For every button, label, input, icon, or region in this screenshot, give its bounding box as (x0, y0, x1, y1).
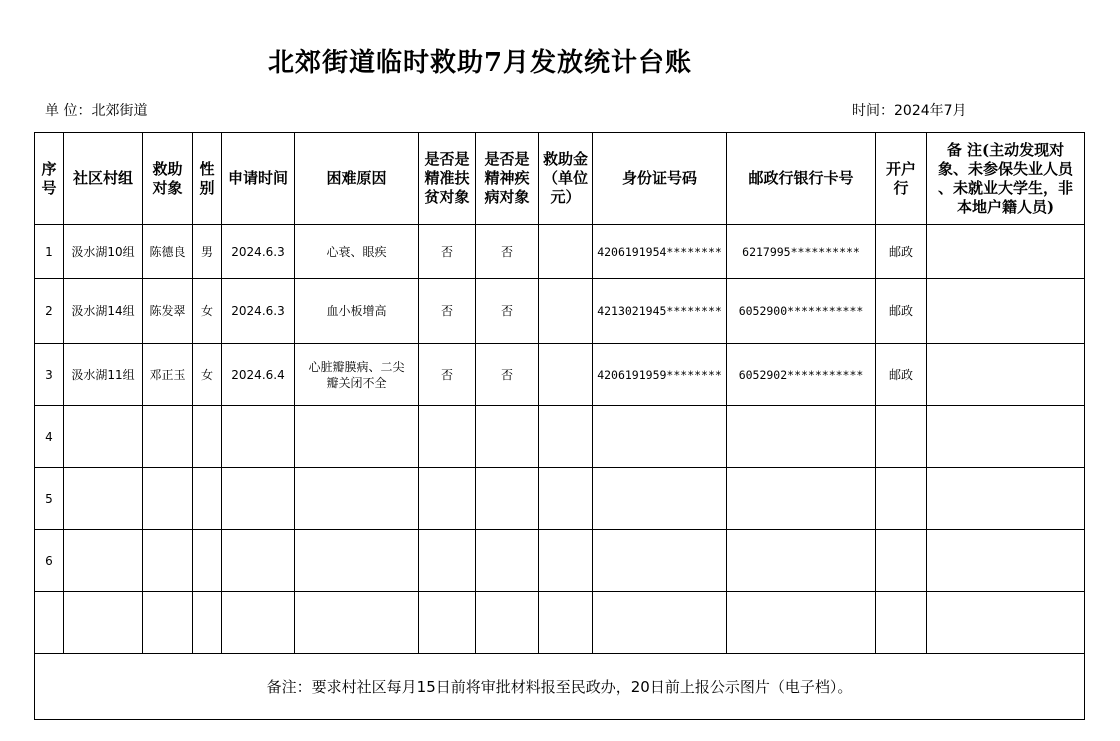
cell-amount (539, 225, 593, 279)
cell-seq (35, 592, 64, 654)
cell-amount (539, 592, 593, 654)
cell-bank: 邮政 (876, 344, 927, 406)
cell-bank (876, 530, 927, 592)
cell-gender: 女 (193, 344, 222, 406)
cell-village: 汲水湖14组 (64, 279, 143, 344)
cell-bank: 邮政 (876, 225, 927, 279)
cell-village (64, 468, 143, 530)
cell-seq: 6 (35, 530, 64, 592)
header-amount: 救助金 （单位 元） (539, 133, 593, 225)
cell-id-no: 4206191954******** (593, 225, 727, 279)
cell-bank-card: 6052900*********** (727, 279, 876, 344)
header-recipient: 救助 对象 (143, 133, 193, 225)
cell-id-no (593, 468, 727, 530)
cell-bank-card (727, 530, 876, 592)
header-poverty: 是否是 精准扶 贫对象 (419, 133, 476, 225)
footnote: 备注：要求村社区每月15日前将审批材料报至民政办，20日前上报公示图片（电子档）。 (35, 654, 1085, 720)
cell-reason: 心脏瓣膜病、二尖 瓣关闭不全 (295, 344, 419, 406)
cell-amount (539, 406, 593, 468)
cell-apply-time (222, 468, 295, 530)
cell-mental (476, 530, 539, 592)
cell-poverty (419, 592, 476, 654)
cell-bank-card (727, 592, 876, 654)
cell-id-no (593, 406, 727, 468)
cell-bank-card: 6052902*********** (727, 344, 876, 406)
cell-mental (476, 468, 539, 530)
cell-gender (193, 530, 222, 592)
header-id-no: 身份证号码 (593, 133, 727, 225)
table-row (35, 468, 1085, 530)
page-title: 北郊街道临时救助7月发放统计台账 (267, 48, 693, 78)
table-row (35, 225, 1085, 279)
ledger-table (34, 132, 1085, 720)
cell-reason (295, 530, 419, 592)
header-remark: 备 注(主动发现对 象、未参保失业人员 、未就业大学生，非 本地户籍人员) (927, 133, 1085, 225)
cell-reason (295, 406, 419, 468)
cell-gender (193, 468, 222, 530)
cell-bank-card (727, 468, 876, 530)
cell-amount (539, 530, 593, 592)
cell-mental: 否 (476, 225, 539, 279)
cell-remark (927, 225, 1085, 279)
header-apply-time: 申请时间 (222, 133, 295, 225)
cell-village (64, 530, 143, 592)
cell-amount (539, 344, 593, 406)
cell-seq: 5 (35, 468, 64, 530)
cell-id-no (593, 530, 727, 592)
cell-poverty (419, 530, 476, 592)
cell-remark (927, 406, 1085, 468)
cell-recipient (143, 592, 193, 654)
cell-mental (476, 592, 539, 654)
cell-recipient (143, 468, 193, 530)
cell-poverty: 否 (419, 279, 476, 344)
cell-apply-time: 2024.6.3 (222, 225, 295, 279)
header-gender: 性 别 (193, 133, 222, 225)
header-mental: 是否是 精神疾 病对象 (476, 133, 539, 225)
cell-reason: 心衰、眼疾 (295, 225, 419, 279)
cell-apply-time (222, 530, 295, 592)
cell-poverty (419, 468, 476, 530)
cell-bank (876, 592, 927, 654)
table-row (35, 344, 1085, 406)
cell-apply-time: 2024.6.4 (222, 344, 295, 406)
cell-village (64, 406, 143, 468)
cell-poverty: 否 (419, 344, 476, 406)
cell-seq: 4 (35, 406, 64, 468)
header-row (35, 133, 1085, 225)
cell-poverty (419, 406, 476, 468)
cell-reason (295, 592, 419, 654)
cell-id-no (593, 592, 727, 654)
header-bank-card: 邮政行银行卡号 (727, 133, 876, 225)
cell-apply-time: 2024.6.3 (222, 279, 295, 344)
cell-mental: 否 (476, 344, 539, 406)
cell-reason: 血小板增高 (295, 279, 419, 344)
cell-apply-time (222, 592, 295, 654)
header-village: 社区村组 (64, 133, 143, 225)
header-seq: 序号 (35, 133, 64, 225)
cell-remark (927, 344, 1085, 406)
cell-remark (927, 468, 1085, 530)
cell-apply-time (222, 406, 295, 468)
cell-remark (927, 279, 1085, 344)
table-row (35, 592, 1085, 654)
cell-recipient (143, 530, 193, 592)
table-row (35, 406, 1085, 468)
cell-gender (193, 592, 222, 654)
cell-remark (927, 530, 1085, 592)
cell-seq: 2 (35, 279, 64, 344)
time-label: 时间：2024年7月 (852, 103, 967, 119)
cell-id-no: 4213021945******** (593, 279, 727, 344)
table-row (35, 530, 1085, 592)
cell-seq: 3 (35, 344, 64, 406)
cell-id-no: 4206191959******** (593, 344, 727, 406)
cell-bank (876, 406, 927, 468)
cell-recipient: 陈发翠 (143, 279, 193, 344)
cell-gender: 男 (193, 225, 222, 279)
cell-village: 汲水湖11组 (64, 344, 143, 406)
cell-recipient: 陈德良 (143, 225, 193, 279)
cell-remark (927, 592, 1085, 654)
cell-mental (476, 406, 539, 468)
table-row (35, 279, 1085, 344)
cell-bank-card (727, 406, 876, 468)
cell-seq: 1 (35, 225, 64, 279)
cell-poverty: 否 (419, 225, 476, 279)
cell-village: 汲水湖10组 (64, 225, 143, 279)
header-bank: 开户 行 (876, 133, 927, 225)
cell-bank (876, 468, 927, 530)
cell-reason (295, 468, 419, 530)
cell-mental: 否 (476, 279, 539, 344)
cell-recipient (143, 406, 193, 468)
cell-amount (539, 468, 593, 530)
unit-label: 单 位：北郊街道 (45, 103, 148, 119)
cell-gender (193, 406, 222, 468)
header-reason: 困难原因 (295, 133, 419, 225)
cell-bank: 邮政 (876, 279, 927, 344)
cell-gender: 女 (193, 279, 222, 344)
cell-recipient: 邓正玉 (143, 344, 193, 406)
cell-bank-card: 6217995********** (727, 225, 876, 279)
cell-amount (539, 279, 593, 344)
cell-village (64, 592, 143, 654)
